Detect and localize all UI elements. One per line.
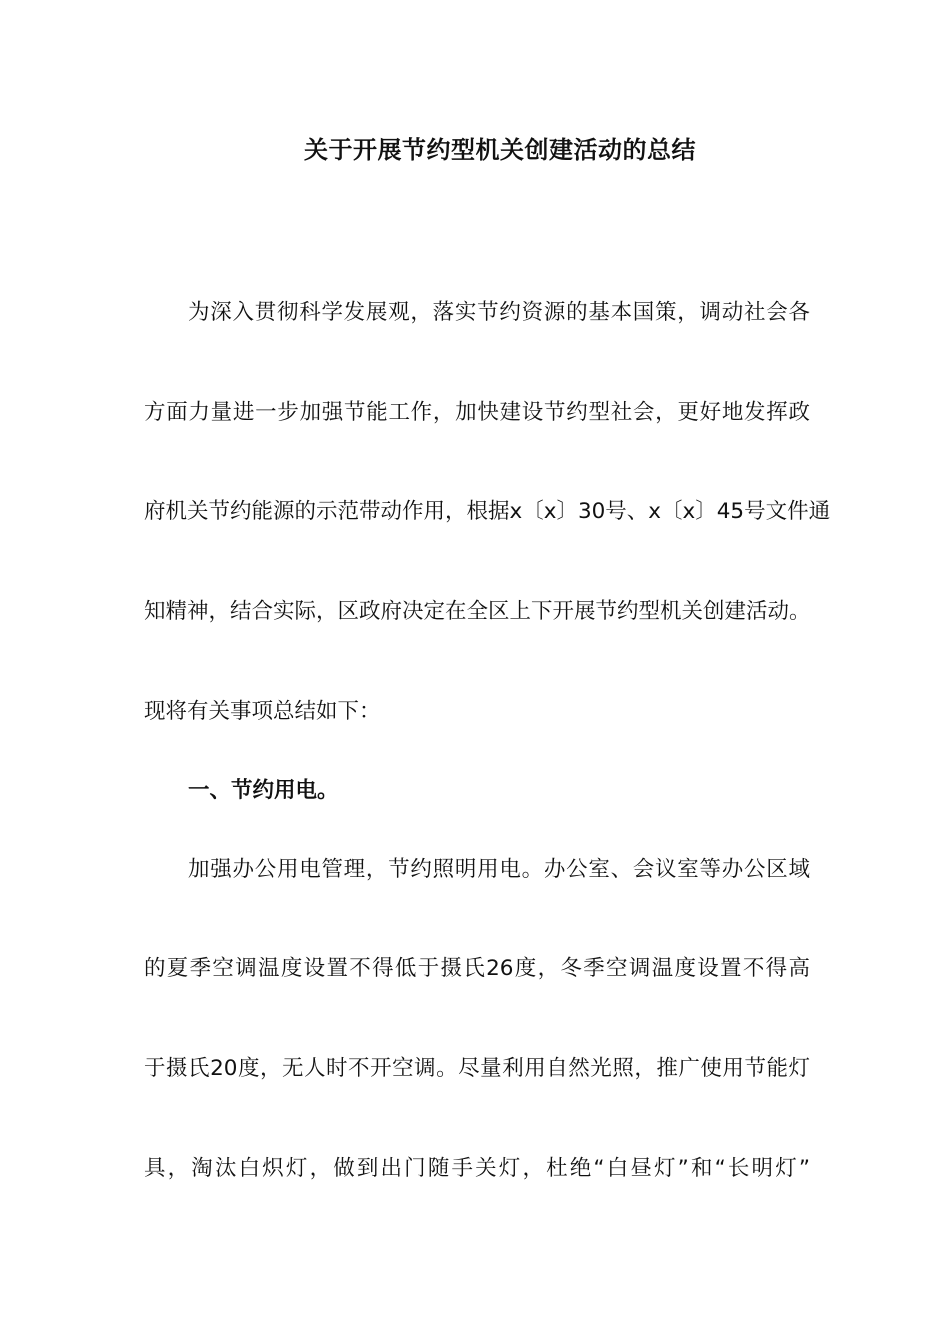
section-heading: 一、节约用电。 <box>188 778 339 803</box>
paragraph-line: 为深入贯彻科学发展观，落实节约资源的基本国策，调动社会各 <box>188 300 810 325</box>
paragraph-line: 现将有关事项总结如下： <box>144 699 381 724</box>
paragraph-line: 方面力量进一步加强节能工作，加快建设节约型社会，更好地发挥政 <box>144 400 810 425</box>
paragraph-line: 的夏季空调温度设置不得低于摄氏26度，冬季空调温度设置不得高 <box>144 956 810 981</box>
paragraph-line: 知精神，结合实际，区政府决定在全区上下开展节约型机关创建活动。 <box>144 599 811 624</box>
paragraph-line: 府机关节约能源的示范带动作用，根据x〔x〕30号、x〔x〕45号文件通 <box>144 499 831 524</box>
paragraph-line: 加强办公用电管理，节约照明用电。办公室、会议室等办公区域 <box>188 857 810 882</box>
document-title: 关于开展节约型机关创建活动的总结 <box>304 136 696 164</box>
paragraph-line: 具，淘汰白炽灯，做到出门随手关灯，杜绝“白昼灯”和“长明灯” <box>144 1156 810 1181</box>
paragraph-line: 于摄氏20度，无人时不开空调。尽量利用自然光照，推广使用节能灯 <box>144 1056 810 1081</box>
